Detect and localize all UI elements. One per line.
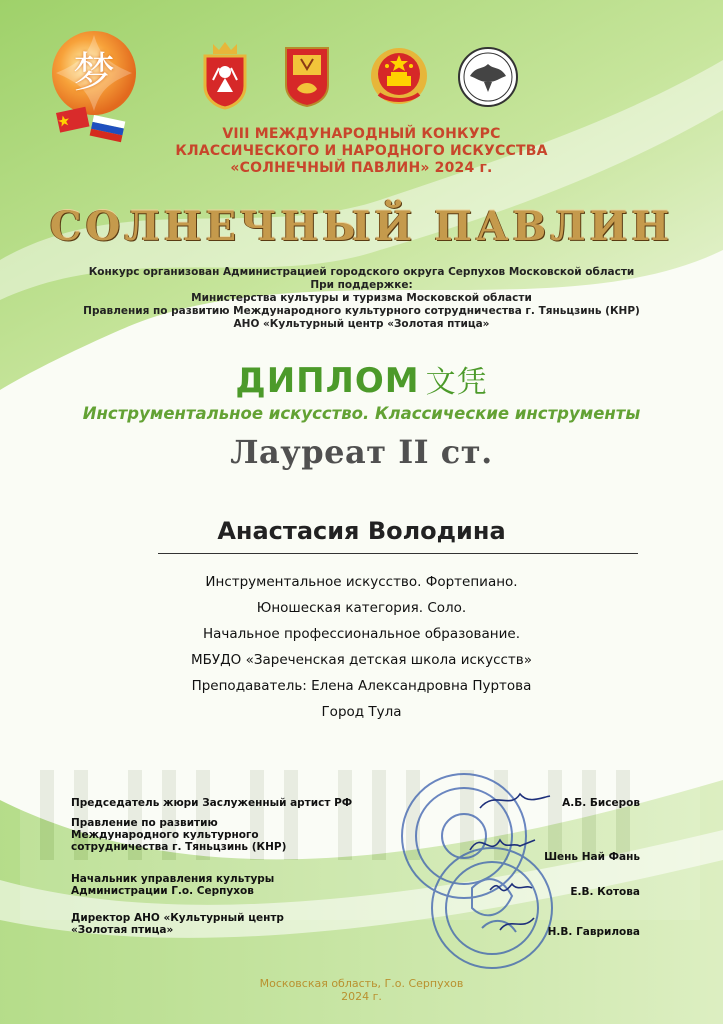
winner-name: Анастасия Володина	[217, 517, 506, 545]
golden-bird-emblem-icon	[456, 46, 520, 108]
signature-role-1: Председатель жюри Заслуженный артист РФ	[71, 797, 353, 809]
award-title: Лауреат II ст.	[230, 433, 493, 471]
diploma-heading	[0, 357, 723, 401]
organizers-block	[0, 266, 723, 331]
contest-title-line: «СОЛНЕЧНЫЙ ПАВЛИН» 2024 г.	[230, 160, 493, 176]
diploma-title-chinese: 文凭	[425, 365, 488, 400]
footer-year: 2024 г.	[341, 990, 382, 1003]
moscow-region-coat-of-arms-icon	[199, 38, 251, 110]
serpukhov-coat-of-arms-icon	[283, 45, 331, 108]
organizers-line: Правления по развитию Международного культурного сотрудничества г. Тяньцзинь (КНР)	[83, 305, 640, 317]
contest-title-line: КЛАССИЧЕСКОГО И НАРОДНОГО ИСКУССТВА	[175, 143, 548, 159]
nomination: Инструментальное искусство. Классические инструменты	[82, 404, 641, 423]
signature-name-4: Н.В. Гаврилова	[547, 926, 640, 938]
signature-role-4: Директор АНО «Культурный центр «Золотая птица»	[71, 912, 284, 936]
organizers-line: При поддержке:	[310, 279, 413, 291]
footer-location: Московская область, Г.о. Серпухов	[259, 977, 464, 990]
detail-line: Преподаватель: Елена Александровна Пуртова	[191, 678, 532, 694]
signature-name-2: Шень Най Фань	[544, 851, 640, 863]
organizers-line: АНО «Культурный центр «Золотая птица»	[233, 318, 490, 330]
detail-line: Начальное профессиональное образование.	[203, 626, 520, 642]
organizers-line: Министерства культуры и туризма Московской области	[191, 292, 532, 304]
winner-underline	[158, 553, 638, 554]
china-national-emblem-icon	[369, 46, 429, 106]
footer	[0, 977, 723, 1003]
signature-role-2: Правление по развитию Международного культурного сотрудничества г. Тяньцзинь (КНР)	[71, 817, 287, 853]
detail-line: МБУДО «Зареченская детская школа искусств»	[190, 652, 533, 668]
diploma-title: ДИПЛОМ	[235, 361, 420, 401]
detail-line: Город Тула	[321, 704, 402, 720]
brand-title: СОЛНЕЧНЫЙ ПАВЛИН	[49, 203, 674, 250]
detail-line: Юношеская категория. Соло.	[256, 600, 467, 616]
signature-role-3: Начальник управления культуры Администрации Г.о. Серпухов	[71, 873, 275, 897]
signature-name-3: Е.В. Котова	[570, 886, 640, 898]
winner-details	[0, 569, 723, 725]
logo-glyph: 梦	[72, 48, 115, 97]
contest-title	[0, 126, 723, 177]
contest-title-line: VIII МЕЖДУНАРОДНЫЙ КОНКУРС	[222, 126, 501, 142]
organizers-line: Конкурс организован Администрацией городского округа Серпухов Московской области	[88, 266, 635, 278]
detail-line: Инструментальное искусство. Фортепиано.	[205, 574, 518, 590]
signature-name-1: А.Б. Бисеров	[562, 797, 640, 809]
